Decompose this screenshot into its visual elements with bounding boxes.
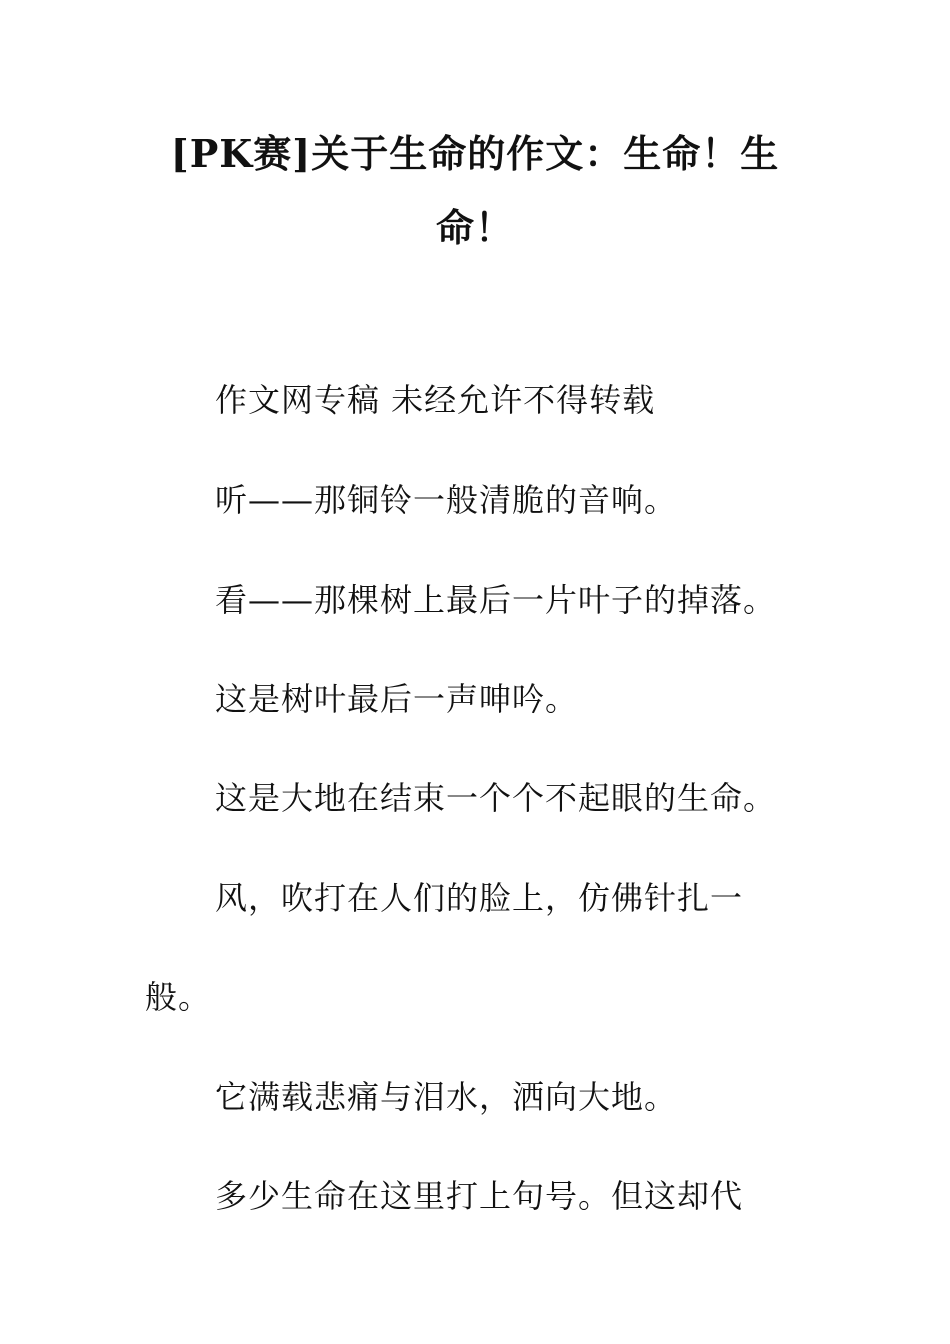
paragraph-line: 听——那铜铃一般清脆的音响。	[215, 481, 678, 519]
paragraph-line: 这是大地在结束一个个不起眼的生命。	[215, 779, 777, 817]
paragraph-line: 多少生命在这里打上句号。但这却代	[215, 1177, 744, 1215]
paragraph-line-continuation: 般。	[145, 978, 212, 1016]
paragraph-line: 它满载悲痛与泪水，洒向大地。	[215, 1078, 678, 1116]
document-title-line-1: [PK赛]关于生命的作文：生命！生	[170, 131, 780, 176]
document-title-line-2: 命！	[435, 205, 514, 250]
paragraph-line: 这是树叶最后一声呻吟。	[215, 680, 579, 718]
paragraph-line: 风，吹打在人们的脸上，仿佛针扎一	[215, 879, 744, 917]
paragraph-line: 看——那棵树上最后一片叶子的掉落。	[215, 581, 777, 619]
paragraph-line: 作文网专稿 未经允许不得转载	[215, 381, 656, 419]
